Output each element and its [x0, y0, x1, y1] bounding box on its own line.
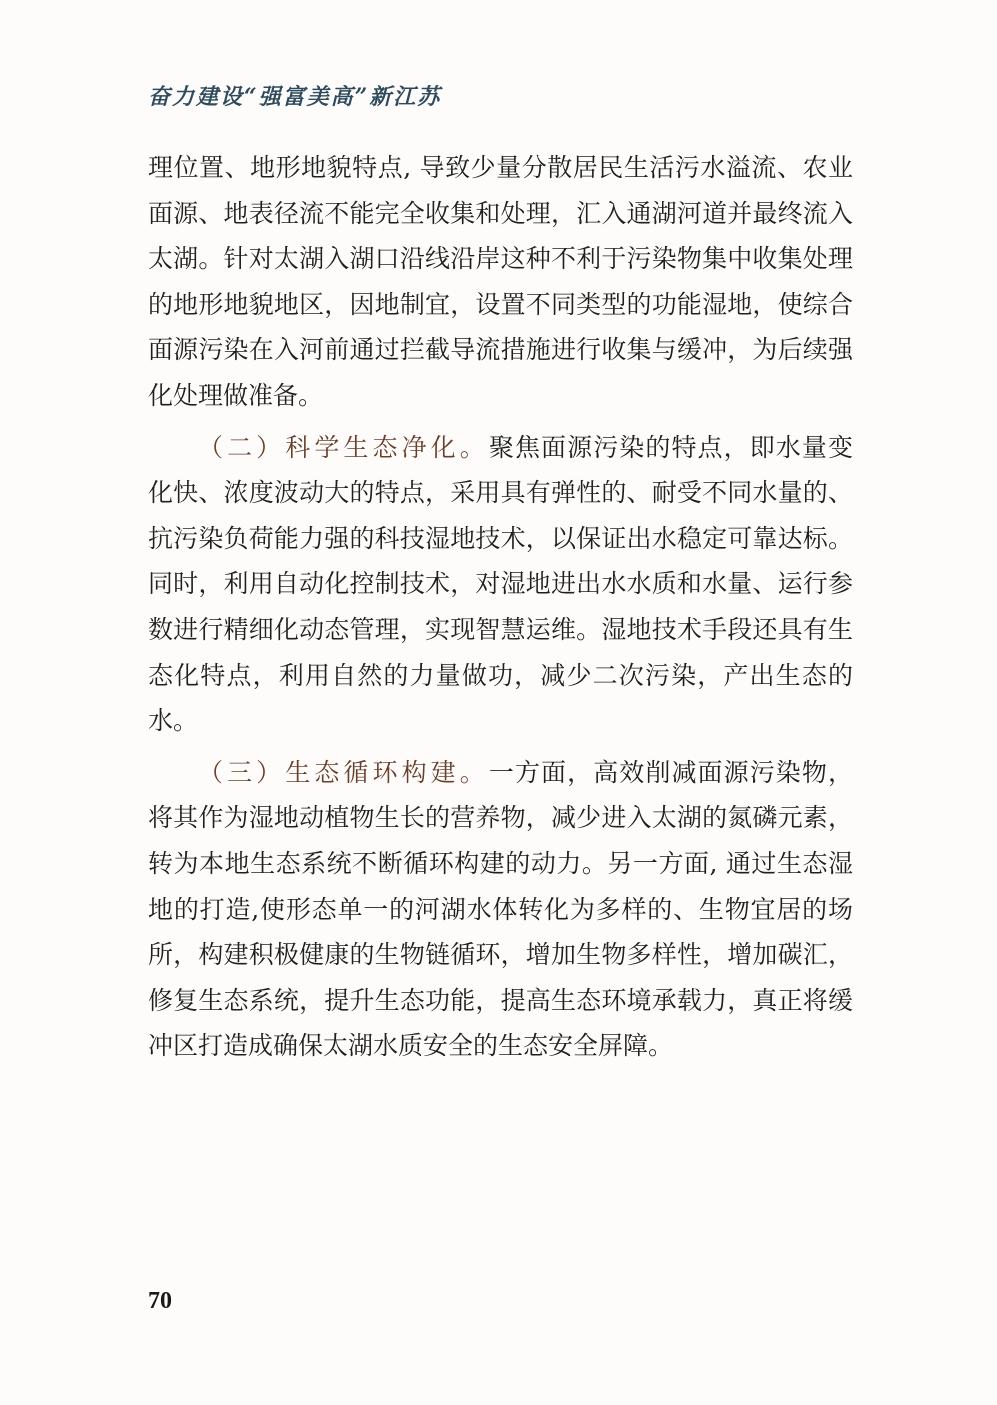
paragraph-text: 聚焦面源污染的特点，即水量变化快、浓度波动大的特点，采用具有弹性的、耐受不同水量的、抗污染负荷能力强的科技湿地技术，以保证出水稳定可靠达标。同时，利用自动化控制技术，对湿地进出水水质和水量、运行参数进行精细化动态管理，实现智慧运维。湿地技术手段还具有生态化特点，利用自然的力量做功，减少二次污染，产出生态的水。 [148, 432, 853, 736]
running-header: 奋力建设“强富美高”新江苏 [148, 84, 442, 110]
paragraph-continuation [148, 145, 853, 419]
paragraph-ecological-cycle [148, 750, 853, 1069]
section-heading: （三）生态循环构建。 [198, 757, 489, 787]
paragraph-text: 理位置、地形地貌特点, 导致少量分散居民生活污水溢流、农业面源、地表径流不能完全收集和处理，汇入通湖河道并最终流入太湖。针对太湖入湖口沿线沿岸这种不利于污染物集中收集处理的地形地貌地区，因地制宜，设置不同类型的功能湿地，使综合面源污染在入河前通过拦截导流措施进行收集与缓冲，为后续强化处理做准备。 [148, 153, 853, 410]
paragraph-ecological-purification [148, 425, 853, 744]
section-heading: （二）科学生态净化。 [198, 432, 489, 462]
paragraph-text: 一方面，高效削减面源污染物，将其作为湿地动植物生长的营养物，减少进入太湖的氮磷元素，转为本地生态系统不断循环构建的动力。另一方面, 通过生态湿地的打造,使形态单一的河湖水体转化为多样的、生物宜居的场所，构建积极健康的生物链循环，增加生物多样性，增加碳汇，修复生态系统，提升生态功能，提高生态环境承载力，真正将缓冲区打造成确保太湖水质安全的生态安全屏障。 [148, 757, 853, 1061]
body-text [148, 145, 853, 1069]
page-number: 70 [148, 1288, 172, 1314]
